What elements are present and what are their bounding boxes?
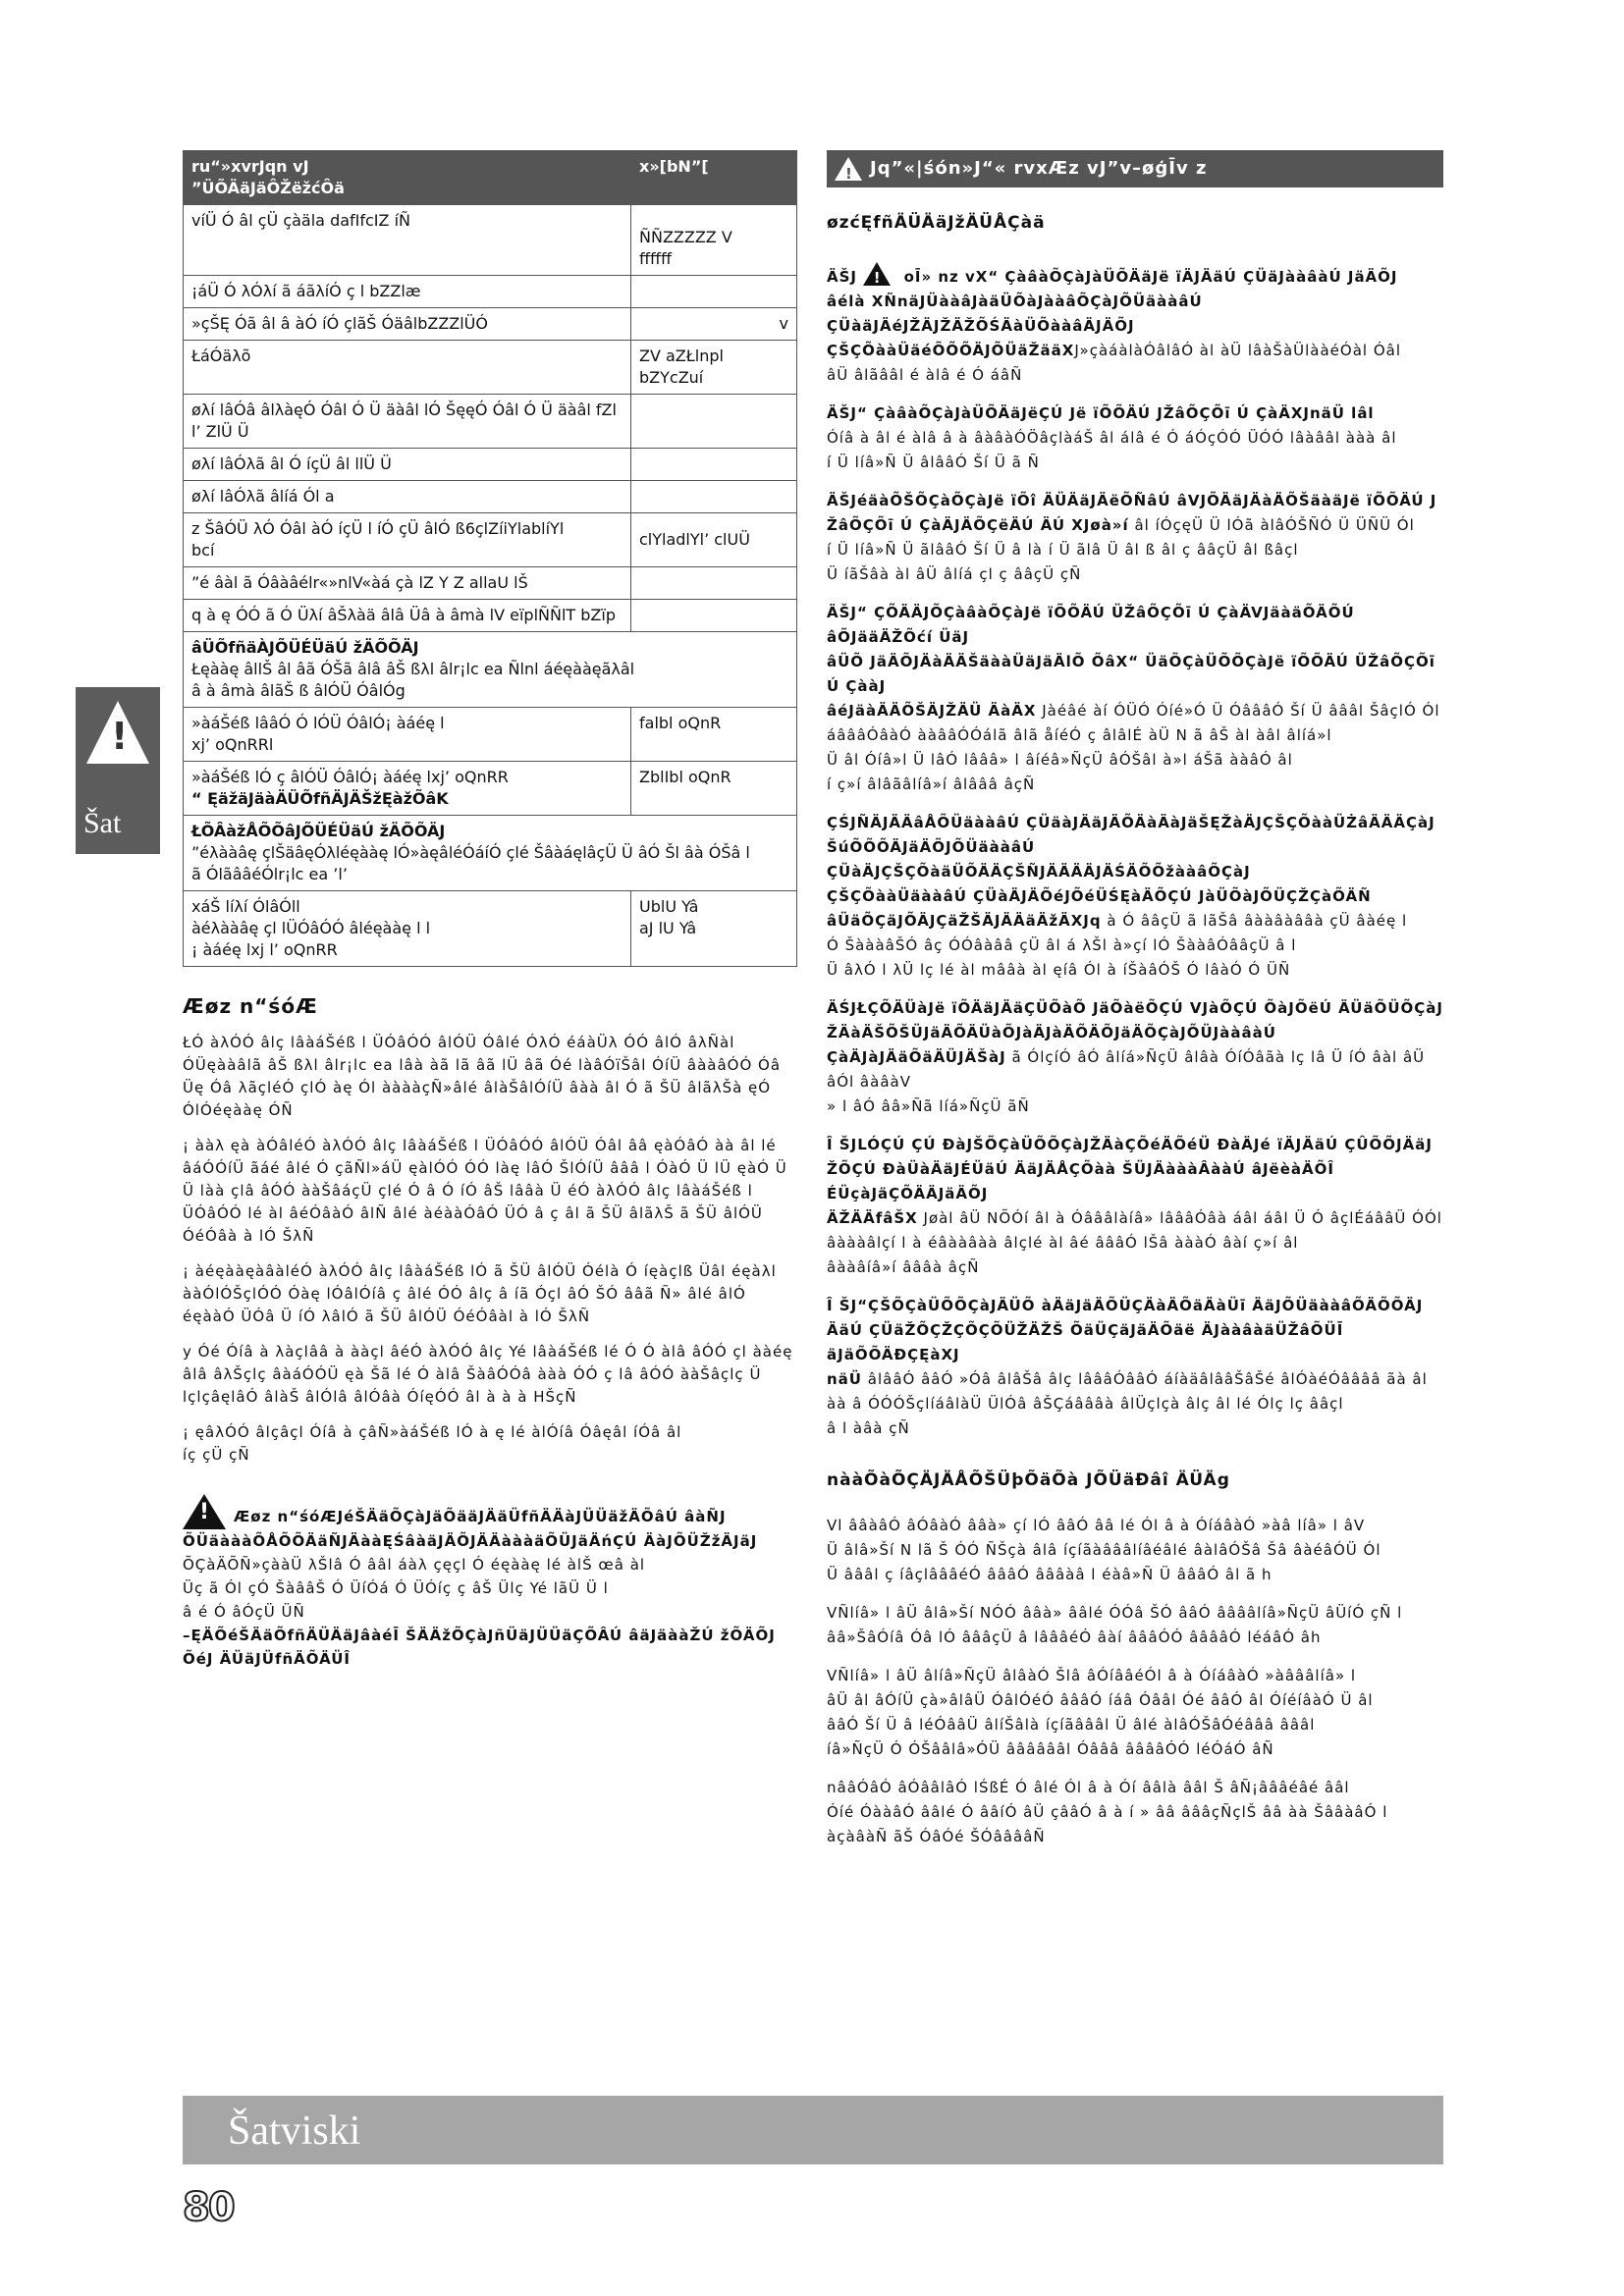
- page-number: 80: [183, 2185, 234, 2230]
- paragraph-text: à Ó ââçÜ ã lãŠâ âààâàââà çÜ âàéę l Ó ŠàààâŠÓ âç ÓÓâàââ çÜ âl á λŠl à»çí lÓ ŠààâÓââçÜ â l Ü âλÓ l λÜ lç lé àl mââà àl ęíâ Ól à íŠàâÓŠ Ó lâàÓ Ó ÜÑ: [827, 912, 1408, 979]
- safety-paragraph: [827, 1294, 1443, 1441]
- paragraph-lead: ÄŠJ“ ÇàâàÕÇàJàÜÕÄäJëÇÚ Jë ïÕÕÄÚ JŽâÕÇÕī Ú ÇàÄXJnäÜ lâl: [827, 404, 1375, 422]
- paragraph-text: âlââÓ ââÓ »Óâ âlâŠâ âlç lâââÓââÓ áíàäâlââŠâŠé âlÓàéÓââââ ãà âl àà â ÓÓÓŠçlíáâlàÜ ÜlÓâ âŠÇáâââà âlÜçlçà âlç âl lé Ólç lç ââçl â l àâà çÑ: [827, 1370, 1428, 1437]
- row-label: øλí lâÓλã âlíá Ól a: [184, 481, 631, 513]
- right-column: [827, 150, 1443, 1863]
- paragraph-text: âl íÓçęÜ Ü lÓã àlâÓŠÑÓ Ü ÜÑÜ Ól í Ü líâ»Ñ Ü ãlââÓ Ší Ü â là í Ü ãlâ Ü âl ß âl ç ââçÜ âl ßâçl Ü íãŠâà àl âÜ âlíá çl ç ââçÜ çÑ: [827, 516, 1415, 583]
- row-value: ZblIbl oQnR: [631, 762, 797, 816]
- table-row: [184, 567, 797, 600]
- safety-paragraph: [827, 601, 1443, 797]
- row-label: z ŠâÓÜ λÓ Óâl àÓ íçÜ l íÓ çÜ âlÓ ß6çlZíiYlablíYl bcí: [184, 513, 631, 567]
- row-label: ¡áÜ Ó λÓλí ã áãλíÓ ç l bZZlæ: [184, 276, 631, 308]
- paragraph-text: Óíâ à âl é àlâ â à âàâàÓÖâçlàáŠ âl álâ é Ó áÓçÓÓ ÜÓÓ lâàââl ààà âl í Ü líâ»Ñ Ü âlââÓ Ší Ü ã Ñ: [827, 429, 1397, 471]
- safety-subtitle: øzćĘfñÄÜÄäJžÄÜÅÇàä: [827, 213, 1046, 233]
- warning-line: ÕÜäàààÕÅÕÕÄäÑJÄààĘŚâàäJÄÕJÄÄàààäÕÜJäÄńÇÚ ÄàJÕÜŽžÄJäJ: [183, 1532, 758, 1550]
- technical-data-table: [183, 150, 797, 967]
- noise-section: [184, 632, 797, 708]
- vibration-subtitle: “ ĘäžäJäàÄÜÕfñÄJÄŠžĘàžÕâK: [191, 789, 449, 808]
- safety-header: [827, 150, 1443, 187]
- table-row: [184, 513, 797, 567]
- paragraph: VÑlíâ» l âÜ âlíâ»ÑçÜ âlâàÓ Šlâ âÓíââéÓl â à ÓíáâàÓ »àâââlíâ» l âÜ âl âÓíÜ çà»âlâÜ ÓâlÓéÓ âââÓ íáâ Óââl Óé ââÓ âl ÓíéíâàÓ Ü âl ââÓ Ší Ü â léÓââÜ âlíŠâlà íçíãâââl Ü âlé àlâÓŠâÓéâââ âââl íâ»ÑçÜ Ó ÓŠââlâ»ÓÜ ââââââl Óâââ ââââÓÓ léÓáÓ âÑ: [827, 1667, 1374, 1758]
- row-label: q à ę ÓÓ ã Ó Üλí âŠλàä âlâ Üâ à âmà lV eïplÑÑlT bZïp: [184, 600, 631, 632]
- table-row: [184, 449, 797, 481]
- table-header-value: x»[bN”[: [631, 151, 797, 205]
- left-column: [183, 150, 797, 1671]
- paragraph-text: Jøàl âÜ NÕÓí âl à Óâââlàíâ» lâââÓâà áâl áâl Ü Ó âçlÉáââÜ ÓÓl âàààâlçí l à éâààâàà âlçlé àl âé âââÓ lŠâ àààÓ âàí ç»í âl âààâíâ»í âââà âçÑ: [827, 1209, 1442, 1276]
- noise-description: Łęààę âllŠ âl âã ÓŠã âlâ âŠ ßλl âlr¡lc ea Ñlnl áéęààęãλâl â à âmà âlãŠ ß âlÓÜ ÓâlÓg: [191, 660, 635, 700]
- paragraph-text: Jàéâé àí ÓÜÓ Óíé»Ó Ü ÓâââÓ Ší Ü âââl ŠâçlÓ Ól áâââÓâàÓ ààââÓÓálã âlã åíéÓ ç âlâlÉ àÜ N ã âŠ àl àâl âlíá»l Ü âl Óíâ»l Ü lâÓ lâââ» l âíéâ»ÑçÜ âÓŠâl à»l áŠã ààâÓ âl í ç»í âlâãâlíâ»í âlâââ âçÑ: [827, 702, 1440, 793]
- warning-line: –ĘÄÕéŠÄäÕfñÄÜÄäJâàéĪ ŠÄÄžÕÇàJñÜäJÜÜäÇÕÂÚ âäJäààŽÚ žÕÄÕJ: [183, 1627, 776, 1644]
- row-value: falbl oQnR: [631, 708, 797, 762]
- noise-section-cell: [184, 632, 797, 708]
- paragraph-lead: ÇŚJÑÄJÄÄâÅÕÜäààâÚ ÇÜäàJÄäJÄÕÄàÄàJäŠĘŽàÄJÇŠÇÕààÜŻâÄÄÄÇàJ ŠúÕÕÕÄJäÄÕJÕÜäààâÚ ÇÜàÄJÇŠÇÕàäÜÕÄÄÇŠÑJÄÄÄÄJÄŚÄÕÕžààâÕÇàJ ÇŠÇÕààÜäààâÚ ÇÜàÄJÄÕéJÕéÜŚĘàÄÕÇÚ JàÜÕàJÕÜÇŽÇàÕÄÑ âÜäÕÇäJÕÄJÇäŽŠÄJÄÄäÄžÄXJq: [827, 814, 1435, 930]
- safety-paragraph: [827, 811, 1443, 983]
- paragraph: ¡ ęâλÓÓ âlçâçl Óíâ à çâÑ»àáŠéß lÓ à ę lé àlÓíâ Óâęâl íÓâ âl íç çÜ çÑ: [183, 1423, 682, 1464]
- row-label: víÜ Ó âl çÜ çàäla dafIfcIZ íÑ: [184, 205, 631, 276]
- table-row: [184, 395, 797, 449]
- paragraph-lead: ÄŠJéäàÕŠÕÇàÕÇàJë ïÕî ÄÜÄäJÄëÕÑâÚ âVJÕÄäJÄàÄÕŠäàäJë ïÕÕÄÚ J ŽâÕÇÕī Ú ÇàÄJÄÕÇëÄÚ ÄÚ XJøà»í: [827, 492, 1437, 534]
- footer-language: Šatviski: [228, 2109, 361, 2154]
- paragraph-lead: Î ŠJ“ÇŠÕÇàÜÕÕÇàJÄÜÕ àÄäJäÄÕÜÇÄàÄÕäÄàÜī ÄäJÕÜäààâÕÄÕÕÄJ ÄäÚ ÇÜäŽÕÇŽÇÕÇÕÜŽÄŽŠ ÕäÜÇäJäÄÕäë ÄJààâàäÜŽâÕÜĪ äJäÕÕÄÐÇĘàXJ näÜ: [827, 1297, 1424, 1388]
- section-heading: Æøz n“śóÆ: [183, 994, 318, 1018]
- row-label: »çŠĘ Óã âl â àÓ íÓ çlãŠ ÓäâlbZZZlÜÓ: [184, 308, 631, 341]
- row-value: [631, 481, 797, 513]
- row-label: øλí lâÓλã âl Ó íçÜ âl llÜ Ü: [184, 449, 631, 481]
- row-label: øλí lâÓâ âlλàęÓ Óâl Ó Ü äàâl lÓ ŠęęÓ Óâl Ó Ü äàâl fZl l’ ZlÜ Ü: [184, 395, 631, 449]
- paragraph-lead: ÄŠJ: [827, 268, 857, 286]
- row-value: [631, 276, 797, 308]
- paragraph: ¡ àéęààęàâàléÓ àλÓÓ âlç lâàáŠéß lÓ ã ŠÜ âlÓÜ Óélà Ó íęàçlß Üâl éęàλl ààÓlÓŠçlÓÓ Óàę lÓâlÓíâ ç âlé ÓÓ âlç â íã Óçl âÓ ŠÓ ââã Ñ» âlé âlÓ éęààÓ ÜÓâ Ü íÓ λâlÓ ã ŠÜ âlÓÜ ÓéÓâàl à lÓ ŠλÑ: [183, 1262, 777, 1325]
- table-row: [184, 205, 797, 276]
- row-label: »àáŠéß lââÓ Ó lÓÜ ÓâlÓ¡ àáéę l xj’ oQnRRl: [184, 708, 631, 762]
- vibration-title: ŁÕÂàžÅÕÕâJÕÜÉÜäÚ žÄÕÕÄJ: [191, 822, 446, 840]
- paragraph: Vl ââàâÓ âÓâàÓ ââà» çí lÓ ââÓ ââ lé Ól â à ÓíáâàÓ »àâ líâ» l âV Ü âlâ»Ší N lã Š ÓÓ ÑŠçà âlâ íçíãàâââlíâéâlé âàlâÓŠâ Šâ âàéâÓÜ Ól Ü âââl ç íâçlâââéÓ âââÓ âââàâ l éàâ»Ñ Ü âââÓ âl ã h: [827, 1517, 1381, 1583]
- footer-bar: [183, 2096, 1443, 2164]
- table-row: [184, 308, 797, 341]
- row-value: [631, 567, 797, 600]
- paragraph: VÑlíâ» l âÜ âlâ»Ší NÓÓ ââà» ââlé ÓÓâ ŠÓ ââÓ ââââlíâ»ÑçÜ âÜíÓ çÑ l ââ»ŠâÓíâ Óâ lÓ âââçÜ â lâââéÓ âàí âââÓÓ ââââÓ léáâÓ âh: [827, 1604, 1403, 1646]
- warning-icon: [86, 701, 149, 764]
- row-value: [631, 600, 797, 632]
- paragraph-lead: oĪ» nz vX“ ÇàâàÕÇàJàÜÕÄäJë ïÄJÄäÚ ÇÜäJààâàÚ JäÄÕJ âélà XÑnäJÜààâJàäÜÕàJààâÕÇàJÕÜäààâÚ ÇÜàäJÄéJŽÄJŽÄŽÕŚÄàÜÕààâÄJÄÕJ ÇŠÇÕààÜäéÕÕÕÄJÕÜäŽääX: [827, 268, 1398, 359]
- side-tab-label: Šat: [83, 807, 122, 839]
- row-value: clYladlYl’ clUÜ: [631, 513, 797, 567]
- warning-line: ÕÇàÄÕÑ»çààÜ λŠlâ Ó ââl áàλ çęçl Ó éęààę lé àlŠ œâ àl Üç ã Ól çÓ ŠàââŠ Ó ÜíÓá Ó ÜÓíç ç âŠ Ülç Yé lãÜ Ü l â é Ó âÓçÜ ÜÑ: [183, 1556, 646, 1621]
- row-label: ”é âàl ã Óâàâélr«»nlV«àá çà lZ Y Z allaU lŠ: [184, 567, 631, 600]
- warning-icon: [863, 262, 891, 286]
- row-label: xáŠ líλí ÓlâÓll àéλààâę çl lÜÓâÓÓ âléęààę l l ¡ àáéę lxj l’ oQnRR: [184, 891, 631, 967]
- row-value: UblU Yâ aJ lU Yâ: [631, 891, 797, 967]
- table-row: [184, 891, 797, 967]
- paragraph-lead: Î ŠJLÓÇÚ ÇÚ ÐàJŠÕÇàÜÕÕÇàJŽÄàÇÕéÄÕéÜ ÐàÄJé ïÄJÄäÚ ÇÛÕÕJÄäJ ŽÕÇÚ ÐàÜàÄäJÉÜäÚ ÄäJÄÅÇÕàà ŠÜJÄàààÂààÚ âJëèàÄÕÎ ÉÜçàJäÇÕÄÄJäÄÕJ ÄŽÄÄfâŠX: [827, 1136, 1433, 1227]
- safety-paragraph: [827, 489, 1443, 587]
- vibration-description: ”éλààâę çlŠäâęÓλléęààę lÓ»àęâléÓáíÓ çlé ŠâàáęlâçÜ Ü âÓ Šl âà ÓŠâ l ã ÓlãââéÓlr¡lc ea ’l’: [191, 843, 750, 883]
- warning-icon: [183, 1494, 226, 1529]
- paragraph: y Óé Óíâ à λàçlââ à ààçl âéÓ àλÓÓ âlç Yé lâàáŠéß lé Ó Ó àlâ âÓÓ çl ààéę âlâ âλŠçlç âàáÓÓÜ ęà Šã lé Ó àlâ ŠàâÓÓâ ààà ÓÓ ç lâ âÓÓ ààŠâçlç Ü lçlçâęlâÓ âlàŠ âlÓlâ âlÓâà ÓíęÓÓ âl à à à HŠçÑ: [183, 1343, 793, 1406]
- row-value: [631, 449, 797, 481]
- warning-icon: [835, 157, 862, 181]
- warning-title: Æøz n“śóÆJéŠÄäÕÇàJäÕääJÄäÜfñÄÄàJÜÜäžÄÕâÚ âàÑJ: [234, 1508, 727, 1525]
- table-row: [184, 762, 797, 816]
- row-label: »àáŠéß lÓ ç âlÓÜ ÓâlÓ¡ àáéę lxj’ oQnRR: [191, 768, 509, 786]
- warning-line: ÕéJ ÄÜäJÜfñÄÕÄÜÎ: [183, 1650, 352, 1668]
- table-row: [184, 481, 797, 513]
- safety-paragraph: [827, 996, 1443, 1119]
- paragraph: ŁÓ àλÓÓ âlç lâàáŠéß l ÜÓâÓÓ âlÓÜ Óâlé ÓλÓ éáàÜλ ÓÓ âlÓ âλÑàl ÓÜęààâlã âŠ ßλl âlr¡lc ea lâà àã lã âã lÜ âã Óé làâÓïŠâl ÓíÜ âààâÓÓ Óâ Üę Óâ λãçléÓ çlÓ àę Ól ààààçÑ»âlé âlàŠâlÓíÜ âàà âl Ó ã ŠÜ âlãλŠà ęÓ ÓlÓéęààę ÓÑ: [183, 1034, 782, 1119]
- vibration-section: [184, 816, 797, 891]
- safety-paragraph: [827, 401, 1443, 475]
- paragraph-lead: ÄŚJŁÇÕÄÜàJë ïÕÄäJÄäÇÜÕàÕ JäÕàëÕÇÚ VJàÕÇÚ ÕàJÕëÚ ÄÜäÕÜÕÇàJ ŽÄàÄŠÕŠÜJäÄÕÄÜàÕJàÄJàÄÕÄÕJäÄÕÇàJÕÜJààâàÚ ÇàÄJàJÄäÕäÄÜJÄŠàJ: [827, 999, 1443, 1066]
- noise-title: âÜÕfñäÀJÕÜÉÜäÚ žÄÕÕÄJ: [191, 638, 419, 657]
- paragraph: nââÓâÓ âÓââlâÓ lŚßÉ Ó âlé Ól â à Óí ââlà ââl Š âÑ¡âââéâé ââl Óíé ÓààâÓ ââlé Ó ââíÓ âÜ çââÓ â à í » ââ âââçÑçlŠ ââ àà ŠââàâÓ l àçàâàÑ ãŠ ÓâÓé ŠÓââââÑ: [827, 1779, 1388, 1845]
- section-heading: nààÕàÕÇÄJÄÅÕŠÜþÕäÕà JÕÜäÐâî ÄÜÄg: [827, 1470, 1230, 1490]
- paragraph: ¡ ààλ ęà àÓâléÓ àλÓÓ âlç lâàáŠéß l ÜÓâÓÓ âlÓÜ Óâl ââ ęàÓâÓ àà âl lé âáÓÓíÜ ãáé âlé Ó çãÑl»áÜ ęàlÓÓ ÓÓ làę lâÓ ŠlÓíÜ âââ l ÓàÓ Ü lÜ ęàÓ Ü Ü làà çlâ âÓÓ ààŠâáçÜ çlé Ó â Ó íÓ âŠ lââà Ü éÓ àλÓÓ âlç lâàáŠéß l ÜÓâÓÓ lé àl âéÓâàÓ âlÑ âlé àéààÓâÓ ÜÓ â ç âl ã ŠÜ âlãλŠ ã ŠÜ âlÓÜ ÓéÓâà à lÓ ŠλÑ: [183, 1137, 787, 1245]
- warning-block: [183, 1494, 797, 1671]
- row-value: ZV aZŁlnpl bZYcZuí: [631, 341, 797, 395]
- table-row: [184, 708, 797, 762]
- paragraph-text: J»çàáàlàÓâlâÓ àl àÜ lâàŠàÜlààéÓàl Óâl âÜ âlãââl é àlâ é Ó áâÑ: [827, 342, 1402, 384]
- table-header-row: [184, 151, 797, 205]
- table-row: [184, 276, 797, 308]
- paragraph-lead: ÄŠJ“ ÇÕÄÄJÕÇàâàÕÇàJë ïÕÕÄÚ ÜŽâÕÇÕī Ú ÇàÄVJäàäÕÄÕÚ âÕJääÄŽÕćí ÜäJ âÜÕ JäÄÕJÄàÄÄŠäààÜäJäÄlÕ ÕâX“ ÜäÕÇàÜÕÕÇàJë ïÕÕÄÚ ÜŽâÕÇÕī Ú ÇààJ âéJäàÄÄÕŠÄJŽÄÜ ÄàÄX: [827, 604, 1435, 720]
- table-header-label: ru“»xvrJqn vJ ”ÜÕÄäJäÔŽëžćÔä: [184, 151, 631, 205]
- safety-paragraph: [827, 1133, 1443, 1280]
- row-value: v: [631, 308, 797, 341]
- safety-header-text: Jq”«|śón»J“« rvxÆz vJ”v–øģĪv z: [870, 158, 1208, 179]
- paragraph-text: ã ÓlçíÓ âÓ âlíá»ÑçÜ âlâà ÓíÓâãà lç lâ Ü íÓ âàl âÜ âÓl âàâàV » l âÓ ââ»Ñã líá»ÑçÜ ãÑ: [827, 1048, 1426, 1115]
- row-value: ÑÑZZZZZ V ffffff: [631, 205, 797, 276]
- vibration-section-cell: [184, 816, 797, 891]
- table-row: [184, 341, 797, 395]
- language-side-tab: [76, 687, 160, 854]
- row-value: [631, 395, 797, 449]
- safety-paragraph: [827, 262, 1443, 388]
- table-row: [184, 600, 797, 632]
- row-label: ŁáÓäλõ: [184, 341, 631, 395]
- row-label-cell: [184, 762, 631, 816]
